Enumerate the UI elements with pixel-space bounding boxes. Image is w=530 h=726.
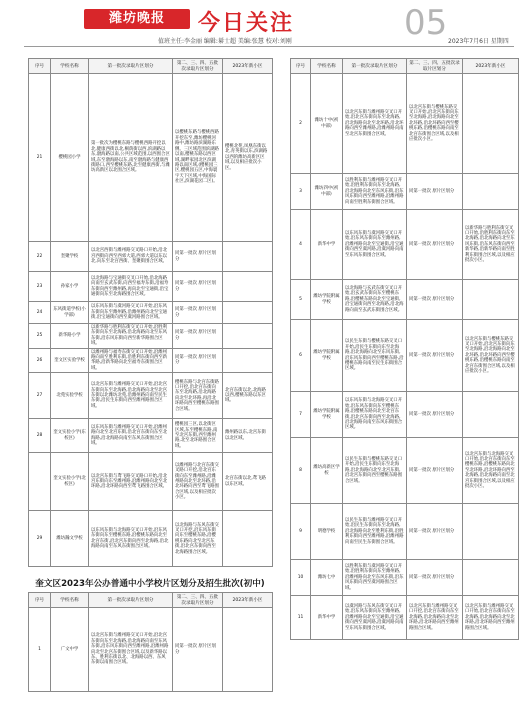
new-community-cell — [463, 560, 519, 596]
batch1-district-cell: 第一批次为樱桃东路与樱桃西路开挖以北,健康西街以北,桐荫街以西,滨湖路以东,渤海路以南,公共区域范围,以西围合区域,东至渤海路以东,南至渤海路与健康西街路口,西至樱桃东路,北至健康西街,与潍坊高新区以北围合区域。 — [89, 74, 173, 242]
new-community-cell — [463, 280, 519, 320]
batch2-district-cell: 同第一批次 原片区划分 — [407, 210, 463, 280]
new-community-cell — [463, 74, 519, 174]
table-row — [29, 324, 273, 349]
table-row — [29, 348, 273, 373]
batch1-district-cell: 以潍州路与福寿东街交叉口开始,沿潍州路向南至胜利东街,沿胜利东街向西至新华路,沿新华路向北至福寿东街围合区域。 — [89, 348, 173, 373]
new-community-cell — [223, 324, 273, 349]
table-row — [291, 504, 519, 560]
batch2-district-cell: 樱桃东路与北宫东街路口开挖,沿北宫东街向东至北海路,沿北海路向北至北环路,再沿北环路向西至樱桃东路围合区域。 — [173, 373, 223, 419]
table-row — [29, 608, 273, 692]
header-cell: 2023年新小区 — [223, 593, 273, 608]
batch1-district-cell: 以东风东街与北海路交叉口开始,沿东风东街向东至樱桃东路,沿樱桃东路向北至北宫东街,沿北宫东街向西至北海路,沿北海路向南至东风东街围合区域。 — [89, 511, 173, 567]
new-community-cell — [223, 511, 273, 567]
new-community-cell — [463, 392, 519, 438]
header-cell: 序号 — [29, 59, 51, 74]
row-number-cell: 11 — [291, 596, 311, 640]
table-header-row — [29, 593, 273, 608]
header-cell: 学校名称 — [311, 59, 343, 74]
batch2-district-cell: 以北宫东街与樱桃东路交叉口开始,沿北宫东街向东至北海路,沿北海路向北至北环路,沿北环路向西至樱桃东路,沿樱桃东路向南至北宫东街围合区域,以及相应批次小区。 — [407, 74, 463, 174]
batch2-district-cell: 同第一批次 原片区划分 — [173, 272, 223, 302]
table-row — [29, 272, 273, 302]
new-community-cell — [223, 348, 273, 373]
school-name-cell: 潍坊四中(初中部) — [311, 174, 343, 210]
table-row — [291, 210, 519, 280]
new-community-cell: 潍州路以东,北宫东街以北区域。 — [223, 419, 273, 453]
editor-credits: 值班主任:李金丽 编辑:綦士超 美编:张慧 校对:刘刚 — [158, 38, 292, 45]
row-number-cell: 25 — [29, 324, 51, 349]
table-row — [29, 74, 273, 242]
school-name-cell: 北苑实验学校 — [51, 373, 89, 419]
batch1-district-cell: 以民生东街与樱桃东路交叉口开始,沿民生东街向东至北海路,沿北海路向北至东风东街,沿东风东街向西至樱桃东路,沿樱桃东路向南至民生东街围合区域。 — [343, 320, 407, 392]
row-number-cell: 24 — [29, 302, 51, 324]
batch2-district-cell: 樱桃园三区,以北街区区域,东至樱桃东路,南至北宫东街,西至潍州路,北至北环路围合区域。 — [173, 419, 223, 453]
school-name-cell: 奎文实验小学(北校区) — [51, 453, 89, 511]
batch1-district-cell: 以新华路与胜利东街交叉口开始,沿胜利东街向东至北海路,沿北海路向北至东风东街,沿东风东街向西至新华路围合区域。 — [89, 324, 173, 349]
school-name-cell: 新华路小学 — [51, 324, 89, 349]
row-number-cell: 10 — [291, 560, 311, 596]
batch2-district-cell: 同第一批次 原片区划分 — [173, 302, 223, 324]
primary-school-rows — [29, 74, 273, 567]
batch2-district-cell: 以潍州路与北宫东街交叉路口开挖,沿北宫东街向东至潍州路,沿潍州路向北至北环路,沿北环路向西至鸢飞路围合区域,以及相应批次小区。 — [173, 453, 223, 511]
school-name-cell: 潍坊高新区学校 — [311, 438, 343, 504]
batch1-district-cell: 以民生东街与潍州路交叉口开始,沿民生东街向东至北海路,沿北海路向北至胜利东街,沿胜利东街向西至潍州路,沿潍州路向南至民生东街围合区域。 — [343, 504, 407, 560]
school-name-cell: 潍坊学院附属学校 — [311, 392, 343, 438]
table-row — [291, 560, 519, 596]
batch1-district-cell: 以北宫东街与潍州路交叉口开始,沿北宫东街向东至北海路,沿北海路向北至北环路,沿北环路向西至潍州路,沿潍州路向南至北宫东街围合区域。 — [343, 74, 407, 174]
school-name-cell: 新华中学 — [311, 210, 343, 280]
batch1-district-cell: 以北海路与玄武东街交叉口开始,沿玄武东街向东至樱桃东路,沿樱桃东路向北至宝通街,沿宝通街向西至北海路,沿北海路向南至玄武东街围合区域。 — [343, 280, 407, 320]
header-cell: 第一批次录取片区划分 — [89, 59, 173, 74]
school-name-cell: 奎文区实验学校 — [51, 348, 89, 373]
header-cell: 第一批次录取片区划分 — [89, 593, 173, 608]
row-number-cell: 2 — [291, 74, 311, 174]
school-name-cell: 潍坊学院附属学校 — [311, 280, 343, 320]
table-row — [291, 280, 519, 320]
batch2-district-cell: 同第一批次 原片区划分 — [407, 174, 463, 210]
table-row — [291, 596, 519, 640]
new-community-cell — [463, 174, 519, 210]
table-row — [29, 419, 273, 453]
batch2-district-cell: 以北海路与东风东街交叉口开挖,沿东风东街向东至樱桃东路,沿樱桃东路向北至北宫东街,沿北宫东街向西至北海路围合区域。 — [173, 511, 223, 567]
batch1-district-cell: 以东风东街与虞河路交叉口开始,沿东风东街向东至潍州路,沿潍州路向北至宝通街,沿宝通街向西至虞河路,沿虞河路向南至东风东街围合区域。 — [343, 210, 407, 280]
new-community-cell — [223, 242, 273, 272]
table-row — [29, 373, 273, 419]
new-community-cell: 樱桃北苑,凤凰东街以北,育英街以东,滨湖路以西的潍坊高新区区域,以及相应批次小区。 — [223, 74, 273, 242]
header-cell: 第二、三、四、五批次录取片区划分 — [173, 593, 223, 608]
new-community-cell: 以北宫东街与北海路交叉口开始,沿北宫东街向东至樱桃东路,沿樱桃东路向北至北环路,沿北环路向西至北海路,沿北海路向南至北宫东街围合区域,以及相应批次小区。 — [463, 438, 519, 504]
row-number-cell: 9 — [291, 504, 311, 560]
row-number-cell — [29, 453, 51, 511]
table-header-row — [291, 59, 519, 74]
row-number-cell: 21 — [29, 74, 51, 242]
batch2-district-cell: 同第一批次 原片区划分 — [407, 504, 463, 560]
batch1-district-cell: 以东风东街与潍州路交叉口开始,沿潍州路向北至北宫东街,沿北宫东街向东至北海路,沿北海路向南至东风东街围合区域。 — [89, 419, 173, 453]
row-number-cell: 8 — [291, 438, 311, 504]
header-cell: 第二、三、四、五批次录取片区划分 — [407, 59, 463, 74]
row-number-cell: 7 — [291, 392, 311, 438]
school-name-cell: 樱桃园小学 — [51, 74, 89, 242]
school-name-cell: 奎聚学校 — [51, 242, 89, 272]
row-number-cell: 28 — [29, 419, 51, 453]
batch2-district-cell: 同第一批次 原片区划分 — [407, 438, 463, 504]
school-name-cell: 奎文实验小学(东校区) — [51, 419, 89, 453]
row-number-cell: 1 — [29, 608, 51, 692]
table-row — [29, 302, 273, 324]
row-number-cell: 23 — [29, 272, 51, 302]
batch1-district-cell: 以东风东街与虞河路交叉口开始,沿东风东街向东至潍州路,沿潍州路向北至宝通街,沿宝通街向西至虞河路围合区域。 — [89, 302, 173, 324]
batch1-district-cell: 以民生东街与樱桃东路交叉口开始,沿民生东街向东至北海路,沿北海路向北至北宫东街,沿北宫东街向西至樱桃东路围合区域。 — [343, 438, 407, 504]
new-community-cell: 北宫东街以北,北海路以西,樱桃东路以东区域。 — [223, 373, 273, 419]
row-number-cell: 6 — [291, 320, 311, 392]
batch1-district-cell: 以北宫西街与潍州路交叉路口开始,沿北宫西街向西至西郊大道,西郊大道以东以北,向东至北宫西街、奎聚街围合区域。 — [89, 242, 173, 272]
new-community-cell: 北宫东街以北,鸢飞路以东区域。 — [223, 453, 273, 511]
school-name-cell: 潍坊瀚文学校 — [51, 511, 89, 567]
school-name-cell: 广文中学 — [51, 608, 89, 692]
school-name-cell: 潍坊学院附属学校 — [311, 320, 343, 392]
table-row — [291, 392, 519, 438]
batch2-district-cell: 以樱桃东路与樱桃西路开挖东至,潍坊樱桃河路中,潍坊路滨湖路东侧。三区域范围滨湖路以南,樱桃东路以西区域,湖畔家园北区滨湖路以南区域,(樱桃园三区,樱桃园五区,中海寰宇天下区域,中海国际社区,滨湖花园二区)。 — [173, 74, 223, 242]
header-cell: 序号 — [291, 59, 311, 74]
middle-school-district-table-continued — [290, 58, 519, 640]
header-cell: 学校名称 — [51, 593, 89, 608]
row-number-cell: 26 — [29, 348, 51, 373]
masthead-rule — [24, 46, 514, 47]
middle-school-heading: 奎文区2023年公办普通中小学校片区划分及招生批次(初中) — [35, 579, 265, 589]
header-cell: 序号 — [29, 593, 51, 608]
batch2-district-cell: 同第一批次 原片区划分 — [173, 324, 223, 349]
batch1-district-cell: 以北宫东街与鸢飞路交叉路口开始,沿北宫东街向东至潍州路,沿潍州路向北至北环路,沿北环路向西至鸢飞路围合区域。 — [89, 453, 173, 511]
right-table-section — [290, 58, 518, 640]
batch2-district-cell: 同第一批次 原片区划分 — [173, 348, 223, 373]
new-community-cell — [223, 608, 273, 692]
batch2-district-cell: 同第一批次 原片区划分 — [173, 608, 223, 692]
header-cell: 第一批次录取片区划分 — [343, 59, 407, 74]
school-name-cell: 新华中学 — [311, 596, 343, 640]
new-community-cell — [223, 272, 273, 302]
table-row — [291, 320, 519, 392]
batch2-district-cell: 同第一批次 原片区划分 — [407, 320, 463, 392]
table-row — [291, 174, 519, 210]
new-community-cell: 以新华路与胜利东街交叉口开始,沿胜利东街向东至北海路,沿北海路向北至东风东街,沿东风东街向西至新华路,沿新华路向南至胜利东街围合区域,以及相应批次小区。 — [463, 210, 519, 280]
header-cell: 2023年新小区 — [223, 59, 273, 74]
row-number-cell: 4 — [291, 210, 311, 280]
school-name-cell: 孙家小学 — [51, 272, 89, 302]
table-row — [29, 511, 273, 567]
primary-school-table-section — [28, 58, 272, 567]
batch2-district-cell: 同第一批次 原片区划分 — [407, 560, 463, 596]
row-number-cell: 27 — [29, 373, 51, 419]
row-number-cell: 22 — [29, 242, 51, 272]
table-row — [291, 438, 519, 504]
right-table-rows — [291, 74, 519, 640]
table-row — [291, 74, 519, 174]
header-cell: 2023年新小区 — [463, 59, 519, 74]
batch1-district-cell: 以东风东街与北海路交叉口开始,沿东风东街向东至樱桃东路,沿樱桃东路向北至北宫东街,沿北宫东街向西至北海路,沿北海路向南至东风东街围合区域。 — [343, 392, 407, 438]
header-cell: 学校名称 — [51, 59, 89, 74]
section-title: 今日关注 — [198, 10, 295, 36]
row-number-cell: 29 — [29, 511, 51, 567]
batch1-district-cell: 以胜利东街与虞河路交叉口开始,沿胜利东街向东至潍州路,沿潍州路向北至东风东街,沿东风东街向西至虞河路围合区域。 — [343, 560, 407, 596]
school-name-cell: 潍坊十中(初中部) — [311, 74, 343, 174]
new-community-cell: 以北宫东街与潍州路交叉口开始,沿北宫东街向东至北海路,沿北海路向北至北环路,沿北环路向西至潍州路围合区域。 — [463, 596, 519, 640]
middle-school-rows — [29, 608, 273, 692]
row-number-cell: 3 — [291, 174, 311, 210]
table-row — [29, 453, 273, 511]
school-name-cell: 明德学校 — [311, 504, 343, 560]
batch2-district-cell: 同第一批次 原片区划分 — [407, 280, 463, 320]
batch2-district-cell: 以北宫东街与潍州路交叉口开挖,沿北宫东街向东至北海路,沿北海路向北至北环路,沿北环路向西至潍州路围合区域。 — [407, 596, 463, 640]
batch1-district-cell: 以北宫东街与潍州路交叉口开始,沿北宫东街向东至北海路,沿北海路向北至北宫东街以北潍坊北苑,沿潍州路向南至民生东街,沿民生东街向西至潍州路围合区域。 — [89, 373, 173, 419]
batch2-district-cell: 同第一批次 原片区划分 — [173, 242, 223, 272]
batch2-district-cell: 同第一批次 原片区划分 — [407, 392, 463, 438]
table-header-row — [29, 59, 273, 74]
batch1-district-cell: 以北海路与宝通街交叉口开始,沿北海路向南至玄武东街,向西至福寿东街,沿福寿东街向西至潍州路,再向北至宝通街,沿宝通街向东至北海路围合区域。 — [89, 272, 173, 302]
table-row — [29, 242, 273, 272]
masthead — [0, 0, 530, 48]
new-community-cell: 以北宫东街与樱桃东路交叉口开始,沿北宫东街向东至北海路,沿北海路向北至北环路,沿北环路向西至樱桃东路,沿樱桃东路向南至北宫东街围合区域,以及相应批次小区。 — [463, 320, 519, 392]
batch1-district-cell: 以北宫东街与潍州路交叉口开始,沿北宫东街向东至北海路,沿北海路向南至东风东街,沿东风东街向西至潍州路,沿潍州路向北至北宫东街围合区域,以及新华路以东、胜利东街以北、北海路以西、东风东街以南围合区域。 — [89, 608, 173, 692]
school-name-cell: 东风街道学校(小学部) — [51, 302, 89, 324]
issue-date: 2023年7月6日 星期四 — [448, 38, 509, 45]
page-number: 05 — [404, 3, 448, 43]
batch1-district-cell: 以虞河路与东风东街交叉口开始,沿东风东街向东至潍州路,沿潍州路向北至宝通街,沿宝通街向西至虞河路,沿虞河路向南至东风东街围合区域。 — [343, 596, 407, 640]
new-community-cell — [463, 504, 519, 560]
batch1-district-cell: 以胜利东街与潍州路交叉口开始,沿胜利东街向东至北海路,沿北海路向北至东风东街,沿东风东街向西至潍州路,沿潍州路向南至胜利东街围合区域。 — [343, 174, 407, 210]
middle-school-district-table — [28, 592, 273, 692]
header-cell: 第二、三、四、五批次录取片区划分 — [173, 59, 223, 74]
row-number-cell: 5 — [291, 280, 311, 320]
primary-school-district-table — [28, 58, 273, 567]
newspaper-logo: 潍坊晚报 — [84, 9, 190, 29]
new-community-cell — [223, 302, 273, 324]
school-name-cell: 潍坊七中 — [311, 560, 343, 596]
middle-school-table-section — [28, 592, 272, 692]
